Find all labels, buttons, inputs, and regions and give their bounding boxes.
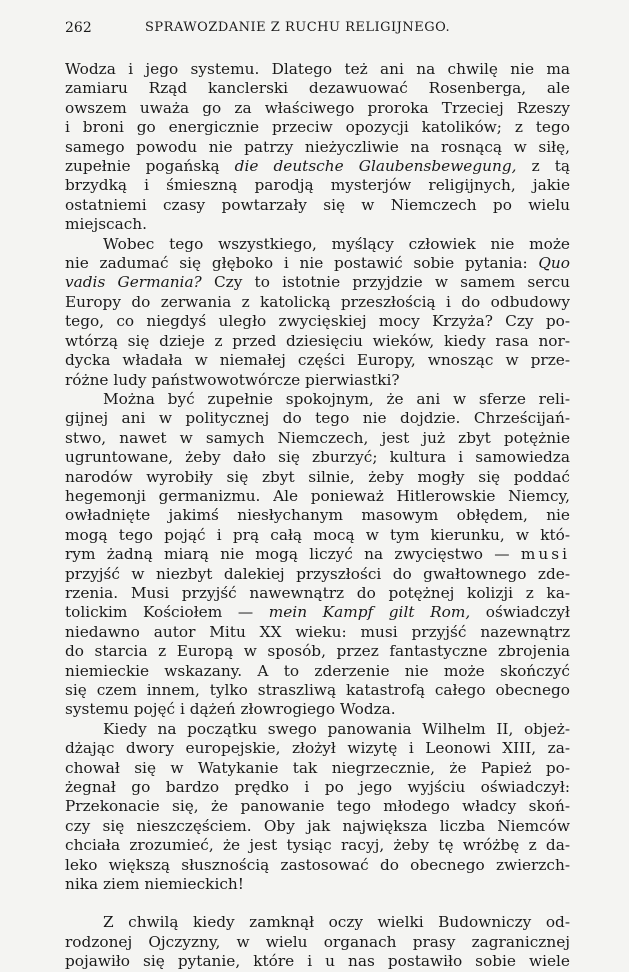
text-segment: rzenia. Musi przyjść nawewnątrz do potężnej kolizji z ka-: [65, 583, 570, 602]
text-segment: systemu pojęć i dążeń złowrogiego Wodza.: [65, 700, 396, 719]
text-segment: Wodza i jego systemu. Dlatego też ani na chwilę nie ma: [65, 60, 570, 78]
text-segment: Czy to istotnie przyjdzie w samem sercu: [201, 273, 570, 292]
text-line: [65, 468, 570, 487]
text-line: [65, 138, 570, 157]
text-line: [65, 409, 570, 428]
text-segment: przyjść w niezbyt dalekiej przyszłości do gwałtownego zde-: [65, 564, 570, 583]
text-segment: zamiaru Rząd kanclerski dezawuować Rosenberga, ale: [65, 79, 570, 98]
text-segment: niemieckie wskazany. A to zderzenie nie może skończyć: [65, 661, 570, 680]
text-line: [65, 933, 570, 952]
text-segment: różne ludy państwowotwórcze pierwiastki?: [65, 370, 400, 389]
text-segment: oświadczył: [470, 603, 570, 622]
text-line: [65, 235, 570, 254]
text-line: [65, 390, 570, 409]
text-segment: czy się nieszczęściem. Oby jak największa liczba Niemców: [65, 816, 570, 835]
text-line: [65, 99, 570, 118]
paragraph-gap: [65, 894, 570, 913]
text-line: [65, 759, 570, 778]
text-line: [65, 797, 570, 816]
italic-phrase: mein Kampf gilt Rom,: [268, 603, 471, 622]
italic-phrase: Quo: [538, 254, 570, 273]
text-segment: miejscach.: [65, 215, 148, 234]
text-segment: tego, co niegdyś uległo zwycięskiej mocy Krzyża? Czy po-: [65, 312, 570, 331]
text-line: [65, 700, 570, 719]
page-header: [65, 20, 571, 40]
body-text: [65, 60, 570, 972]
text-line: [65, 603, 570, 622]
text-segment: rodzonej Ojczyzny, w wielu organach prasy zagranicznej: [65, 932, 570, 951]
text-line: [65, 836, 570, 855]
text-line: [65, 856, 570, 875]
text-segment: leko większą słusznością zastosować do obecnego zwierzch-: [65, 855, 570, 874]
text-segment: Kiedy na początku swego panowania Wilhelm II, objeż-: [103, 719, 570, 738]
text-line: [65, 293, 570, 312]
text-line: [65, 642, 570, 661]
text-line: [65, 332, 570, 351]
text-line: [65, 371, 570, 390]
text-segment: rym żadną miarą nie mogą liczyć na zwycięstwo —: [65, 545, 521, 564]
text-line: [65, 351, 570, 370]
text-segment: zupełnie pogańską: [65, 157, 235, 176]
text-segment: hegemonji germanizmu. Ale ponieważ Hitlerowskie Niemcy,: [65, 486, 570, 505]
text-segment: pojawiło się pytanie, które i u nas postawiło sobie wiele: [65, 952, 570, 971]
running-head: SPRAWOZDANIE Z RUCHU RELIGIJNEGO.: [145, 20, 451, 35]
text-segment: ugruntowane, żeby dało się zburzyć; kultura i samowiedza: [65, 448, 570, 467]
text-segment: do starcia z Europą w sposób, przez fantastyczne zbrojenia: [65, 642, 570, 661]
text-line: [65, 487, 570, 506]
text-segment: się czem innem, tylko straszliwą katastrofą całego obecnego: [65, 681, 570, 699]
text-segment: stwo, nawet w samych Niemczech, jest już zbyt potężnie: [65, 428, 570, 447]
text-line: [65, 875, 570, 894]
text-segment: mogą tego pojąć i prą całą mocą w tym kierunku, w któ-: [65, 525, 570, 544]
text-segment: ostatniemi czasy powtarzały się w Niemczech po wielu: [65, 195, 570, 214]
text-line: [65, 662, 570, 681]
text-line: [65, 545, 570, 564]
text-line: [65, 913, 570, 932]
text-line: [65, 157, 570, 176]
text-line: [65, 429, 570, 448]
text-line: [65, 312, 570, 331]
text-line: [65, 448, 570, 467]
text-segment: Z chwilą kiedy zamknął oczy wielki Budowniczy od-: [103, 913, 570, 932]
text-segment: chciała zrozumieć, że jest tysiąc racyj, żeby tę wróżbę z da-: [65, 836, 570, 855]
text-line: [65, 565, 570, 584]
text-segment: wtórzą się dzieje z przed dziesięciu wieków, kiedy rasa nor-: [65, 331, 570, 350]
text-line: [65, 273, 570, 292]
text-line: [65, 584, 570, 603]
text-line: [65, 254, 570, 273]
italic-phrase: die deutsche Glaubensbewegung,: [234, 157, 517, 176]
text-segment: chował się w Watykanie tak niegrzecznie, że Papież po-: [65, 758, 570, 777]
text-segment: dżając dwory europejskie, złożył wizytę i Leonowi XIII, za-: [65, 739, 570, 758]
text-line: [65, 196, 570, 215]
text-segment: owszem uważa go za właściwego proroka Trzeciej Rzeszy: [65, 98, 570, 117]
text-line: [65, 526, 570, 545]
text-line: [65, 739, 570, 758]
text-line: [65, 176, 570, 195]
text-line: [65, 215, 570, 234]
text-line: [65, 778, 570, 797]
text-segment: gijnej ani w politycznej do tego nie dojdzie. Chrześcijań-: [65, 409, 570, 428]
text-line: [65, 60, 570, 79]
page-number: 262: [65, 20, 92, 36]
text-segment: owładnięte jakimś niesłychanym masowym obłędem, nie: [65, 506, 570, 525]
text-segment: Europy do zerwania z katolicką przeszłością i do odbudowy: [65, 292, 570, 311]
text-line: [65, 118, 570, 137]
text-segment: samego powodu nie patrzy nieżyczliwie na rosnącą w siłę,: [65, 137, 570, 156]
text-line: [65, 681, 570, 700]
spaced-emphasis: musi: [520, 545, 570, 564]
text-line: [65, 720, 570, 739]
text-segment: z tą: [516, 157, 570, 176]
text-line: [65, 506, 570, 525]
text-segment: brzydką i śmieszną parodją mysterjów religijnych, jakie: [65, 176, 570, 195]
text-line: [65, 952, 570, 971]
italic-phrase: vadis Germania?: [65, 273, 202, 292]
text-segment: Można być zupełnie spokojnym, że ani w sferze reli-: [103, 389, 570, 408]
text-segment: niedawno autor Mitu XX wieku: musi przyjść nazewnątrz: [65, 622, 570, 641]
text-segment: żegnał go bardzo prędko i po jego wyjściu oświadczył:: [65, 778, 570, 797]
text-segment: dycka władała w niemałej części Europy, wnosząc w prze-: [65, 351, 570, 370]
text-segment: nika ziem niemieckich!: [65, 875, 244, 894]
text-segment: narodów wyrobiły się zbyt silnie, żeby mogły się poddać: [65, 467, 570, 486]
text-segment: Wobec tego wszystkiego, myślący człowiek nie może: [103, 234, 570, 253]
text-line: [65, 623, 570, 642]
text-segment: Przekonacie się, że panowanie tego młodego władcy skoń-: [65, 797, 570, 816]
text-line: [65, 79, 570, 98]
text-segment: nie zadumać się głęboko i nie postawić sobie pytania:: [65, 254, 539, 273]
text-line: [65, 817, 570, 836]
text-segment: tolickim Kościołem —: [65, 603, 269, 622]
text-segment: i broni go energicznie przeciw opozycji katolików; z tego: [65, 118, 570, 137]
